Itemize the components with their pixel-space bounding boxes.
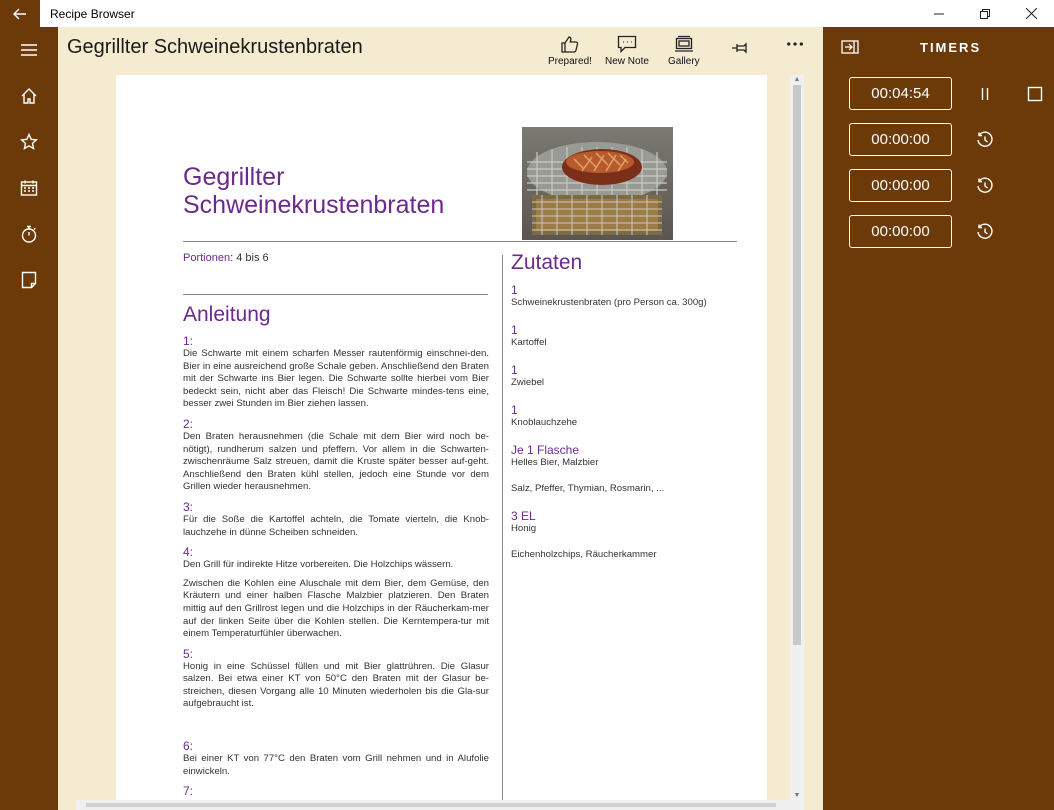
nav-notes[interactable] [0, 257, 58, 303]
zutaten-heading: Zutaten [511, 251, 583, 274]
prepared-button[interactable] [548, 35, 592, 67]
timer-row [849, 215, 1049, 248]
ingredient-amount: 1 [511, 363, 518, 377]
step-text: Honig in eine Schüssel füllen und mit Bier glattrühren. Die Glasur salzen. Bei etwa einer KT von 50°C den Braten mit der Glasur be-streichen, diesen Vorgang alle 10 Minuten wiederholen bis die Gla-sur aufgebraucht ist. [183, 660, 489, 710]
ingredient-item [511, 403, 751, 429]
more-icon [786, 41, 804, 47]
ingredient-item [511, 363, 751, 389]
step-text: Für die Soße die Kartoffel achteln, die Tomate vierteln, die Knob-lauchzehe in dünne Scheiben schneiden. [183, 513, 489, 538]
vertical-scrollbar[interactable] [790, 75, 804, 801]
start-timer-button[interactable] [975, 176, 995, 196]
pin-button[interactable] [730, 39, 750, 60]
ingredient-name: Schweinekrustenbraten (pro Person ca. 300g) [511, 297, 707, 308]
scroll-down-arrow-icon[interactable]: ▼ [793, 792, 801, 799]
recipe-title: Gegrillter Schweinekrustenbraten [183, 163, 445, 219]
step-text: Den Braten herausnehmen (die Schale mit dem Bier wird noch be-nötigt), rundherum salzen und pfeffern. Vor allem in die Schwarten-zwischenräume Salz streuen, damit die Kruste später besser auf-geht. Anschließend den Braten kühl stellen, jedoch eine Stunde vor dem Grillen wieder herausnehmen. [183, 430, 489, 493]
pause-button[interactable] [975, 84, 995, 104]
comment-icon [617, 35, 637, 53]
back-arrow-icon [13, 8, 27, 20]
new-note-label: New Note [605, 56, 649, 67]
scroll-up-arrow-icon[interactable]: ▲ [793, 76, 801, 83]
nav-favorites[interactable] [0, 119, 58, 165]
ingredient-name: Helles Bier, Malzbier [511, 457, 599, 468]
gallery-button[interactable] [668, 35, 700, 67]
more-button[interactable] [786, 41, 804, 50]
collapse-timers-button[interactable] [841, 40, 859, 59]
command-bar [58, 27, 823, 75]
timers-heading: TIMERS [920, 40, 982, 55]
timer-clock-icon [976, 131, 994, 149]
timer-clock-icon [976, 223, 994, 241]
step-item [183, 545, 489, 641]
step-number: 7: [183, 784, 194, 799]
portionen-label: Portionen [183, 252, 231, 264]
timer-row [849, 77, 1049, 110]
step-number: 6: [183, 739, 194, 754]
step-number: 1: [183, 334, 194, 348]
ingredient-item [511, 549, 751, 561]
gallery-label: Gallery [668, 56, 700, 67]
collapse-pane-icon [841, 40, 859, 54]
ingredient-item [511, 483, 751, 495]
vertical-scroll-thumb[interactable] [793, 85, 801, 645]
window-title: Recipe Browser [50, 6, 135, 21]
ingredient-name: Knoblauchzehe [511, 417, 578, 428]
ingredient-amount: Je 1 Flasche [511, 443, 580, 457]
close-icon [1026, 8, 1037, 19]
timer-display[interactable]: 00:00:00 [849, 169, 952, 202]
nav-calendar[interactable] [0, 165, 58, 211]
ingredient-name: Honig [511, 523, 537, 534]
recipe-document [116, 75, 767, 800]
timer-display[interactable]: 00:00:00 [849, 215, 952, 248]
pin-icon [730, 39, 750, 57]
ingredient-list [511, 283, 751, 575]
portionen-divider [183, 294, 488, 295]
timer-row [849, 123, 1049, 156]
prepared-label: Prepared! [548, 56, 592, 67]
star-icon [20, 133, 38, 151]
ingredient-item [511, 283, 751, 309]
ingredient-amount: 3 EL [511, 509, 536, 523]
step-number: 5: [183, 646, 194, 661]
step-number: 2: [183, 416, 194, 431]
new-note-button[interactable] [605, 35, 649, 67]
restore-button[interactable] [962, 0, 1008, 27]
gallery-icon [674, 35, 694, 53]
timer-display[interactable]: 00:00:00 [849, 123, 952, 156]
step-number: 3: [183, 499, 194, 514]
step-text-continued: Zwischen die Kohlen eine Aluschale mit dem Bier, dem Gemüse, den Kräutern und einer halben Flasche Malzbier platzieren. Den Braten mittig auf den Grillrost legen und die Holzchips in der Räucherkam-mer auf der linken Seite über die Kohlen stellen. Die Kerntempera-tur mit einem Temperaturfühler überwachen. [183, 577, 489, 640]
note-icon [20, 271, 38, 289]
step-item [183, 500, 489, 539]
home-icon [20, 87, 38, 105]
timers-panel [823, 27, 1054, 810]
step-text: Die Schwarte mit einem scharfen Messer rautenförmig einschnei-den. Bier in eine ausreichend große Schale geben. Anschließend den Braten mit der Schwarte ins Bier legen. Die Schwarte sollte hierbei vom Bier bedeckt sein, nicht aber das Fleisch! Die Schwarte mindes-tens eine, besser zwei Stunden im Bier ziehen lassen. [183, 348, 489, 410]
page-title: Gegrillter Schweinekrustenbraten [67, 36, 363, 58]
horizontal-scroll-thumb[interactable] [86, 803, 776, 807]
title-divider [183, 241, 737, 242]
stop-icon [1026, 85, 1044, 103]
timer-row [849, 169, 1049, 202]
step-text: Den Grill für indirekte Hitze vorbereiten. Die Holzchips wässern. [183, 559, 454, 571]
instruction-steps [183, 334, 489, 800]
pause-icon [976, 85, 994, 103]
portionen-value: : 4 bis 6 [230, 252, 269, 264]
minimize-icon [934, 9, 944, 19]
restore-icon [980, 9, 990, 19]
portionen [183, 252, 269, 264]
ingredient-item [511, 509, 751, 535]
hamburger-icon [20, 41, 38, 59]
ingredient-amount: 1 [511, 323, 518, 337]
step-item [183, 739, 489, 778]
hamburger-menu-button[interactable] [0, 27, 58, 73]
minimize-button[interactable] [916, 0, 962, 27]
step-item [183, 417, 489, 494]
stop-button[interactable] [1025, 84, 1045, 104]
back-button[interactable] [0, 0, 40, 27]
start-timer-button[interactable] [975, 222, 995, 242]
ingredient-item [511, 443, 751, 469]
title-bar [0, 0, 1054, 27]
nav-timers[interactable] [0, 211, 58, 257]
calendar-icon [20, 179, 38, 197]
anleitung-heading: Anleitung [183, 303, 271, 326]
ingredient-name: Zwiebel [511, 377, 545, 388]
thumbs-up-icon [560, 35, 580, 53]
step-item [183, 334, 489, 411]
ingredient-name: Salz, Pfeffer, Thymian, Rosmarin, ... [511, 483, 665, 494]
left-navigation [0, 27, 58, 810]
stopwatch-icon [20, 225, 38, 243]
ingredient-name: Eichenholzchips, Räucherkammer [511, 549, 657, 560]
recipe-photo [522, 127, 673, 240]
ingredient-item [511, 323, 751, 349]
timer-clock-icon [976, 177, 994, 195]
step-number: 4: [183, 545, 194, 560]
start-timer-button[interactable] [975, 130, 995, 150]
close-button[interactable] [1008, 0, 1054, 27]
step-item [183, 784, 489, 798]
ingredient-name: Kartoffel [511, 337, 547, 348]
timer-display[interactable]: 00:04:54 [849, 77, 952, 110]
ingredient-amount: 1 [511, 283, 518, 297]
horizontal-scrollbar[interactable] [76, 800, 804, 810]
step-item [183, 647, 489, 711]
step-text: Bei einer KT von 77°C den Braten vom Grill nehmen und in Alufolie einwickeln. [183, 753, 489, 777]
ingredient-amount: 1 [511, 403, 518, 417]
nav-home[interactable] [0, 73, 58, 119]
column-divider [502, 255, 503, 800]
